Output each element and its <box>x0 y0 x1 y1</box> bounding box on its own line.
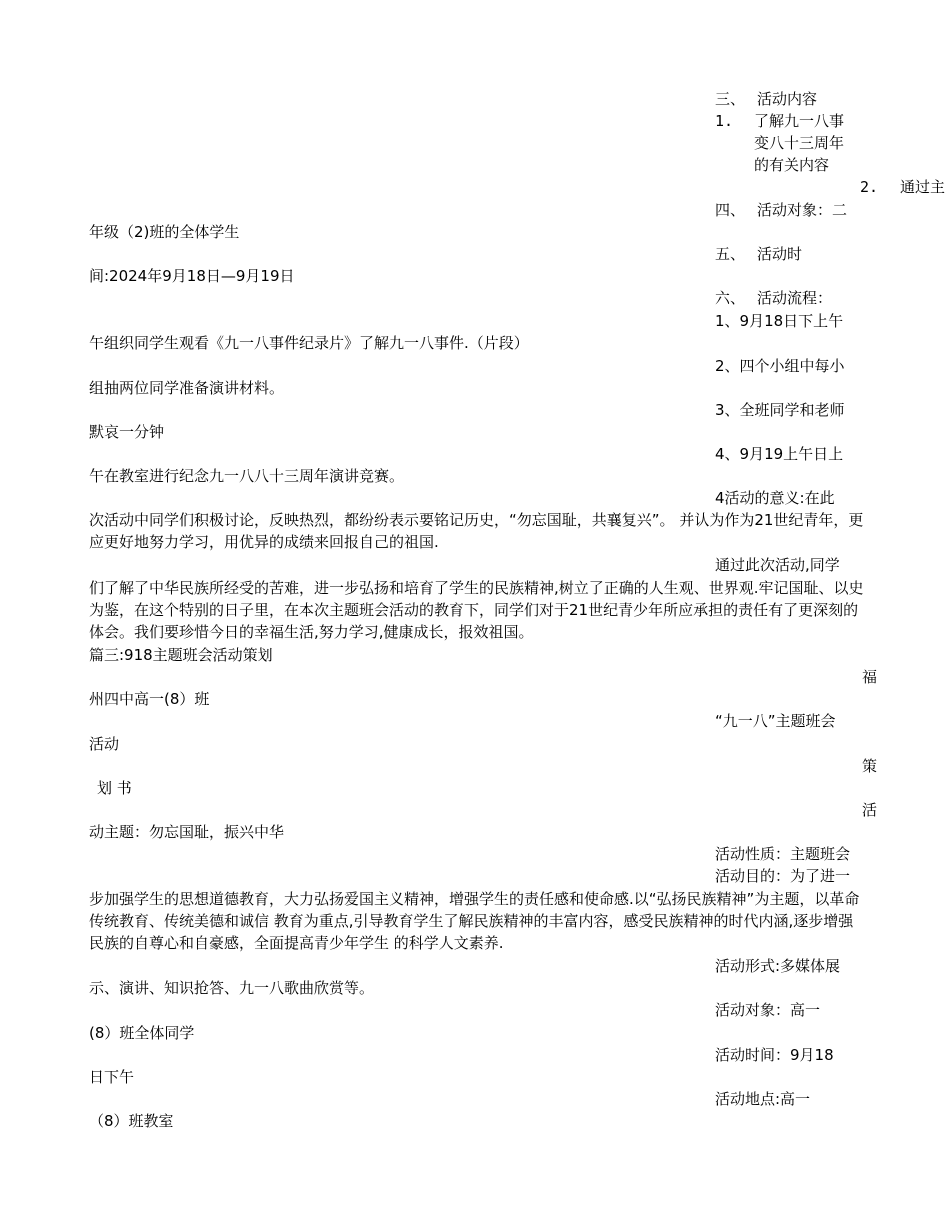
item-2-number: 2. <box>860 178 879 196</box>
item-1-line-3: 的有关内容 <box>754 156 830 174</box>
activity-word: 活动 <box>89 735 120 753</box>
through-activity-line: 通过此次活动,同学 <box>715 556 840 574</box>
flow-step-3: 3、全班同学和老师 <box>715 401 845 419</box>
form-continuation: 示、演讲、知识抢答、九一八歌曲欣赏等。 <box>89 979 375 997</box>
activity-nature: 活动性质：主题班会 <box>715 845 851 863</box>
activity-meaning-heading: 4活动的意义:在此 <box>715 489 835 507</box>
target-class-continuation: (8）班全体同学 <box>89 1024 195 1042</box>
section-4-label: 活动对象：二 <box>757 201 848 219</box>
meaning-paragraph: 次活动中同学们积极讨论，反映热烈，都纷纷表示要铭记历史，“勿忘国耻，共襄复兴”。 并认为作为21世纪青年，更应更好地努力学习，用优异的成绩来回报自己的祖国. <box>89 511 864 551</box>
activity-time-label: 活动时间：9月18 <box>715 1046 834 1064</box>
section-6-number: 六、 <box>715 289 746 307</box>
time-afternoon-continuation: 日下午 <box>89 1068 135 1086</box>
section-5-label: 活动时 <box>757 245 803 263</box>
step-4-continuation: 午在教室进行纪念九一八八十三周年演讲竞赛。 <box>89 467 405 485</box>
activity-purpose-label: 活动目的：为了进一 <box>715 867 851 885</box>
activity-form-label: 活动形式:多媒体展 <box>715 957 841 975</box>
step-2-continuation: 组抽两位同学准备演讲材料。 <box>89 379 285 397</box>
title-fragment-huo: 活 <box>862 801 878 819</box>
item-1-line-2: 变八十三周年 <box>754 134 845 152</box>
item-1-number: 1. <box>715 112 734 130</box>
activity-target-label: 活动对象：高一 <box>715 1001 821 1019</box>
class-meeting-title: “九一八”主题班会 <box>715 712 836 730</box>
target-continuation: 年级（2)班的全体学生 <box>89 223 240 241</box>
activity-theme: 动主题：勿忘国耻，振兴中华 <box>89 823 285 841</box>
flow-step-1: 1、9月18日下上午 <box>715 312 844 330</box>
step-3-continuation: 默哀一分钟 <box>89 423 165 441</box>
title-fragment-ce: 策 <box>862 757 878 775</box>
plan-book-word: 划 书 <box>97 779 132 797</box>
activity-place-label: 活动地点:高一 <box>715 1090 811 1108</box>
title-fragment-fu: 福 <box>862 668 878 686</box>
place-continuation: （8）班教室 <box>89 1112 174 1130</box>
step-1-continuation: 午组织同学生观看《九一八事件纪录片》了解九一八事件.（片段） <box>89 334 529 352</box>
time-continuation: 间:2024年9月18日—9月19日 <box>89 267 295 285</box>
item-1-line-1: 了解九一八事 <box>754 112 845 130</box>
section-5-number: 五、 <box>715 245 746 263</box>
flow-step-2: 2、四个小组中每小 <box>715 357 845 375</box>
school-class-line: 州四中高一(8）班 <box>89 690 210 708</box>
part-three-heading: 篇三:918主题班会活动策划 <box>89 646 273 664</box>
section-3-label: 活动内容 <box>757 90 818 108</box>
section-3-number: 三、 <box>715 90 746 108</box>
section-6-label: 活动流程： <box>757 289 833 307</box>
section-4-number: 四、 <box>715 201 746 219</box>
purpose-paragraph: 步加强学生的思想道德教育，大力弘扬爱国主义精神，增强学生的责任感和使命感.以“弘扬民族精神”为主题，以革命传统教育、传统美德和诚信 教育为重点,引导教育学生了解民族精神的丰富内容，感受民族精神的时代内涵,逐步增强民族的自尊心和自豪感，全面提高青少年学生 的科学人文素养. <box>89 890 860 952</box>
outcome-paragraph: 们了解了中华民族所经受的苦难，进一步弘扬和培育了学生的民族精神,树立了正确的人生观、世界观.牢记国耻、以史为鉴，在这个特别的日子里，在本次主题班会活动的教育下，同学们对于21世纪青少年所应承担的责任有了更深刻的体会。我们要珍惜今日的幸福生活,努力学习,健康成长，报效祖国。 <box>89 579 864 641</box>
item-2-text: 通过主 <box>900 178 946 196</box>
flow-step-4: 4、9月19上午日上 <box>715 445 844 463</box>
